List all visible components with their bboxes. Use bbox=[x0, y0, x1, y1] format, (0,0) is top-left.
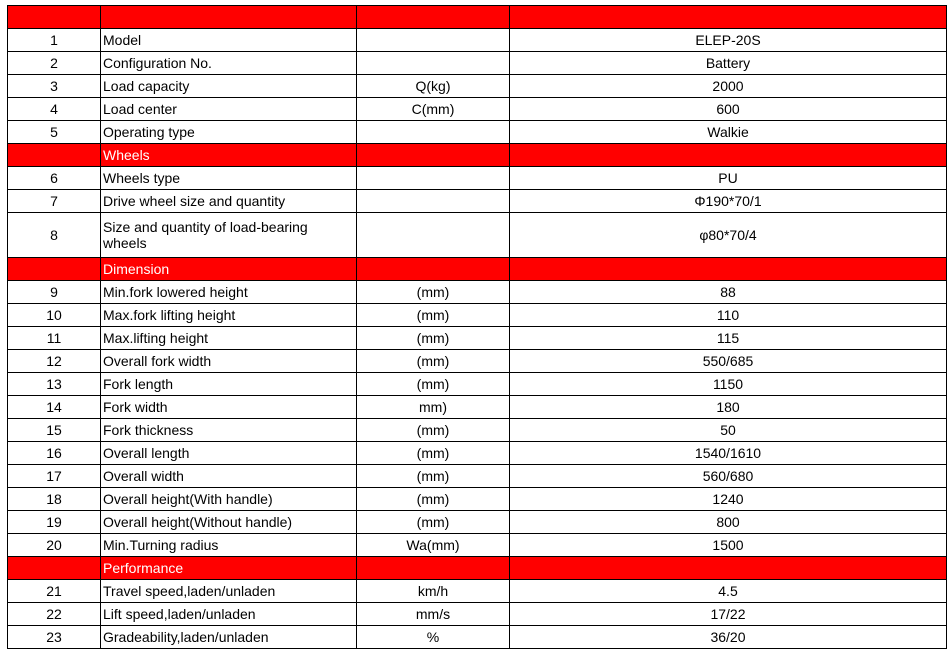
item-cell: Min.Turning radius bbox=[101, 534, 357, 557]
row-number-cell: 14 bbox=[8, 396, 101, 419]
row-number-cell: 22 bbox=[8, 603, 101, 626]
row-number-cell: 3 bbox=[8, 75, 101, 98]
value-cell: 550/685 bbox=[510, 350, 947, 373]
unit-cell: Wa(mm) bbox=[357, 534, 510, 557]
row-number-cell: 8 bbox=[8, 213, 101, 258]
unit-cell: % bbox=[357, 626, 510, 649]
table-row bbox=[8, 327, 947, 350]
value-cell: 2000 bbox=[510, 75, 947, 98]
unit-cell: (mm) bbox=[357, 281, 510, 304]
value-cell: φ80*70/4 bbox=[510, 213, 947, 258]
item-cell: Max.fork lifting height bbox=[101, 304, 357, 327]
row-number-cell: 18 bbox=[8, 488, 101, 511]
row-number-cell: 2 bbox=[8, 52, 101, 75]
table-row bbox=[8, 603, 947, 626]
unit-cell: (mm) bbox=[357, 465, 510, 488]
row-number-cell bbox=[8, 144, 101, 167]
value-cell: 560/680 bbox=[510, 465, 947, 488]
item-cell: Operating type bbox=[101, 121, 357, 144]
unit-cell bbox=[357, 213, 510, 258]
value-cell: Walkie bbox=[510, 121, 947, 144]
value-cell: 88 bbox=[510, 281, 947, 304]
unit-cell bbox=[357, 167, 510, 190]
row-number-cell: 23 bbox=[8, 626, 101, 649]
item-cell: Max.lifting height bbox=[101, 327, 357, 350]
unit-cell: (mm) bbox=[357, 442, 510, 465]
row-number-cell: 4 bbox=[8, 98, 101, 121]
unit-cell: (mm) bbox=[357, 511, 510, 534]
value-cell bbox=[510, 258, 947, 281]
value-cell: 1240 bbox=[510, 488, 947, 511]
value-cell: 17/22 bbox=[510, 603, 947, 626]
row-number-cell: 11 bbox=[8, 327, 101, 350]
item-cell: Overall width bbox=[101, 465, 357, 488]
table-row bbox=[8, 213, 947, 258]
row-number-cell: 12 bbox=[8, 350, 101, 373]
table-row bbox=[8, 465, 947, 488]
row-number-cell: 9 bbox=[8, 281, 101, 304]
value-cell: 36/20 bbox=[510, 626, 947, 649]
unit-cell bbox=[357, 6, 510, 29]
value-cell: 1150 bbox=[510, 373, 947, 396]
table-row bbox=[8, 350, 947, 373]
unit-cell bbox=[357, 121, 510, 144]
unit-cell: (mm) bbox=[357, 419, 510, 442]
value-cell: Φ190*70/1 bbox=[510, 190, 947, 213]
row-number-cell: 20 bbox=[8, 534, 101, 557]
table-row bbox=[8, 419, 947, 442]
value-cell: Battery bbox=[510, 52, 947, 75]
spec-table-body bbox=[8, 6, 947, 649]
item-cell: Load center bbox=[101, 98, 357, 121]
item-cell: Min.fork lowered height bbox=[101, 281, 357, 304]
section-title-cell: Performance bbox=[101, 557, 357, 580]
item-cell: Load capacity bbox=[101, 75, 357, 98]
section-title-cell bbox=[101, 6, 357, 29]
value-cell: 1500 bbox=[510, 534, 947, 557]
value-cell bbox=[510, 6, 947, 29]
row-number-cell: 21 bbox=[8, 580, 101, 603]
value-cell: 4.5 bbox=[510, 580, 947, 603]
table-row bbox=[8, 626, 947, 649]
table-row bbox=[8, 488, 947, 511]
value-cell: 1540/1610 bbox=[510, 442, 947, 465]
item-cell: Size and quantity of load-bearing wheels bbox=[101, 213, 357, 258]
row-number-cell: 13 bbox=[8, 373, 101, 396]
table-row bbox=[8, 190, 947, 213]
value-cell: 600 bbox=[510, 98, 947, 121]
item-cell: Model bbox=[101, 29, 357, 52]
item-cell: Fork thickness bbox=[101, 419, 357, 442]
unit-cell bbox=[357, 52, 510, 75]
item-cell: Overall fork width bbox=[101, 350, 357, 373]
item-cell: Configuration No. bbox=[101, 52, 357, 75]
row-number-cell bbox=[8, 557, 101, 580]
row-number-cell bbox=[8, 6, 101, 29]
section-title-cell: Wheels bbox=[101, 144, 357, 167]
value-cell: 180 bbox=[510, 396, 947, 419]
item-cell: Gradeability,laden/unladen bbox=[101, 626, 357, 649]
row-number-cell: 15 bbox=[8, 419, 101, 442]
table-row bbox=[8, 281, 947, 304]
table-row bbox=[8, 52, 947, 75]
section-title-cell: Dimension bbox=[101, 258, 357, 281]
table-row bbox=[8, 396, 947, 419]
unit-cell: (mm) bbox=[357, 488, 510, 511]
unit-cell: (mm) bbox=[357, 350, 510, 373]
row-number-cell: 7 bbox=[8, 190, 101, 213]
unit-cell: Q(kg) bbox=[357, 75, 510, 98]
section-header-row bbox=[8, 144, 947, 167]
row-number-cell: 6 bbox=[8, 167, 101, 190]
table-row bbox=[8, 167, 947, 190]
item-cell: Travel speed,laden/unladen bbox=[101, 580, 357, 603]
item-cell: Overall height(Without handle) bbox=[101, 511, 357, 534]
unit-cell: C(mm) bbox=[357, 98, 510, 121]
unit-cell bbox=[357, 144, 510, 167]
row-number-cell: 16 bbox=[8, 442, 101, 465]
row-number-cell: 5 bbox=[8, 121, 101, 144]
table-row bbox=[8, 373, 947, 396]
row-number-cell: 17 bbox=[8, 465, 101, 488]
unit-cell: km/h bbox=[357, 580, 510, 603]
item-cell: Fork length bbox=[101, 373, 357, 396]
value-cell: PU bbox=[510, 167, 947, 190]
table-row bbox=[8, 442, 947, 465]
row-number-cell: 19 bbox=[8, 511, 101, 534]
table-row bbox=[8, 534, 947, 557]
section-header-row bbox=[8, 258, 947, 281]
item-cell: Drive wheel size and quantity bbox=[101, 190, 357, 213]
value-cell bbox=[510, 557, 947, 580]
item-cell: Overall length bbox=[101, 442, 357, 465]
value-cell: 50 bbox=[510, 419, 947, 442]
unit-cell: mm/s bbox=[357, 603, 510, 626]
spec-table bbox=[7, 5, 947, 649]
value-cell: 800 bbox=[510, 511, 947, 534]
table-row bbox=[8, 98, 947, 121]
unit-cell: (mm) bbox=[357, 304, 510, 327]
table-row bbox=[8, 580, 947, 603]
unit-cell: mm) bbox=[357, 396, 510, 419]
value-cell bbox=[510, 144, 947, 167]
row-number-cell bbox=[8, 258, 101, 281]
unit-cell bbox=[357, 29, 510, 52]
row-number-cell: 10 bbox=[8, 304, 101, 327]
table-row bbox=[8, 29, 947, 52]
item-cell: Wheels type bbox=[101, 167, 357, 190]
section-header-row bbox=[8, 557, 947, 580]
table-row bbox=[8, 75, 947, 98]
unit-cell bbox=[357, 190, 510, 213]
value-cell: 115 bbox=[510, 327, 947, 350]
unit-cell bbox=[357, 258, 510, 281]
unit-cell: (mm) bbox=[357, 327, 510, 350]
table-row bbox=[8, 511, 947, 534]
item-cell: Lift speed,laden/unladen bbox=[101, 603, 357, 626]
value-cell: 110 bbox=[510, 304, 947, 327]
unit-cell bbox=[357, 557, 510, 580]
unit-cell: (mm) bbox=[357, 373, 510, 396]
value-cell: ELEP-20S bbox=[510, 29, 947, 52]
section-header-row bbox=[8, 6, 947, 29]
table-row bbox=[8, 304, 947, 327]
item-cell: Overall height(With handle) bbox=[101, 488, 357, 511]
item-cell: Fork width bbox=[101, 396, 357, 419]
row-number-cell: 1 bbox=[8, 29, 101, 52]
table-row bbox=[8, 121, 947, 144]
